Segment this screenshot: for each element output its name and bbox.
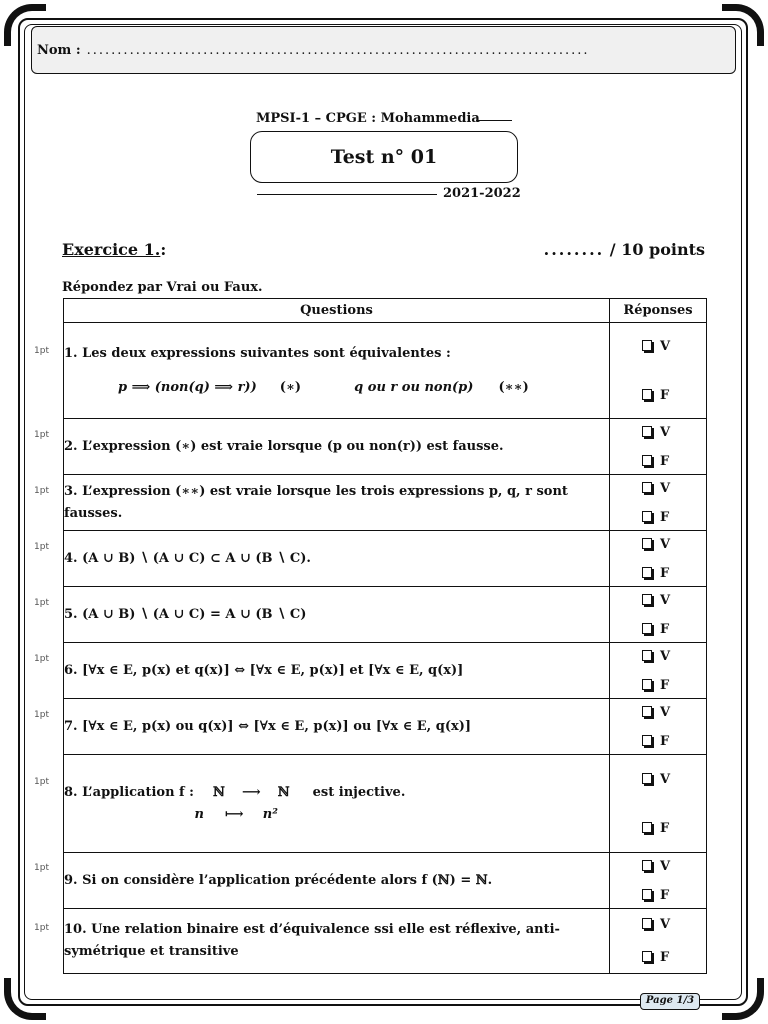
table-row <box>64 699 707 755</box>
checkbox-icon[interactable] <box>642 918 652 929</box>
question-cell: 6. [∀x ∈ E, p(x) et q(x)] ⇔ [∀x ∈ E, p(x)] et [∀x ∈ E, q(x)] <box>64 643 610 699</box>
points-label: 1pt <box>34 346 49 356</box>
checkbox-icon[interactable] <box>642 455 652 466</box>
question-cell: 8. L’application f : ℕ ⟶ ℕ est injective. n ⟼ n² <box>64 755 610 853</box>
question-cell: 5. (A ∪ B) ∖ (A ∪ C) = A ∪ (B ∖ C) <box>64 587 610 643</box>
questions-header: Questions <box>64 299 610 323</box>
answer-cell <box>610 853 707 909</box>
points-label: 1pt <box>34 598 49 608</box>
answer-cell <box>610 475 707 531</box>
checkbox-icon[interactable] <box>642 623 652 634</box>
answers-header: Réponses <box>610 299 707 323</box>
answer-cell <box>610 755 707 853</box>
checkbox-icon[interactable] <box>642 679 652 690</box>
points-label: 1pt <box>34 863 49 873</box>
option-false[interactable]: F <box>610 678 706 693</box>
table-row <box>64 323 707 419</box>
checkbox-icon[interactable] <box>642 594 652 605</box>
option-false[interactable]: F <box>610 622 706 637</box>
points-label: 1pt <box>34 430 49 440</box>
option-false[interactable]: F <box>610 388 706 403</box>
answer-cell <box>610 909 707 974</box>
points-label: 1pt <box>34 542 49 552</box>
option-true[interactable]: V <box>610 481 706 496</box>
checkbox-icon[interactable] <box>642 951 652 962</box>
school-header: MPSI-1 – CPGE : Mohammedia <box>256 111 480 126</box>
answer-cell <box>610 531 707 587</box>
header-rule <box>257 194 437 195</box>
answer-cell <box>610 699 707 755</box>
corner-ornament <box>4 978 46 1020</box>
option-true[interactable]: V <box>610 859 706 874</box>
question-cell: 2. L’expression (∗) est vraie lorsque (p ou non(r)) est fausse. <box>64 419 610 475</box>
table-row <box>64 643 707 699</box>
table-row <box>64 755 707 853</box>
checkbox-icon[interactable] <box>642 735 652 746</box>
checkbox-icon[interactable] <box>642 567 652 578</box>
exercise-points: ........ / 10 points <box>543 240 705 259</box>
table-row <box>64 475 707 531</box>
formula-line: p ⟹ (non(q) ⟹ r)) (∗) q ou r ou non(p) (∗∗) <box>118 379 529 395</box>
checkbox-icon[interactable] <box>642 860 652 871</box>
points-label: 1pt <box>34 923 49 933</box>
question-cell: 9. Si on considère l’application précédente alors f (ℕ) = ℕ. <box>64 853 610 909</box>
quiz-table <box>63 298 707 974</box>
table-header-row <box>64 299 707 323</box>
points-label: 1pt <box>34 486 49 496</box>
option-true[interactable]: V <box>610 339 706 354</box>
name-dots: .................................................................................. <box>86 42 590 58</box>
question-text: 8. L’application f : <box>64 784 194 800</box>
checkbox-icon[interactable] <box>642 511 652 522</box>
table-row <box>64 587 707 643</box>
option-false[interactable]: F <box>610 888 706 903</box>
option-true[interactable]: V <box>610 425 706 440</box>
checkbox-icon[interactable] <box>642 538 652 549</box>
table-row <box>64 531 707 587</box>
checkbox-icon[interactable] <box>642 822 652 833</box>
name-field[interactable] <box>31 26 736 74</box>
answer-cell <box>610 643 707 699</box>
question-cell: 7. [∀x ∈ E, p(x) ou q(x)] ⇔ [∀x ∈ E, p(x)] ou [∀x ∈ E, q(x)] <box>64 699 610 755</box>
page-number-badge: Page 1/3 <box>640 993 700 1010</box>
exercise-title: Exercice 1.: <box>62 240 167 259</box>
header-rule <box>476 120 512 121</box>
checkbox-icon[interactable] <box>642 340 652 351</box>
option-false[interactable]: F <box>610 821 706 836</box>
test-title: Test n° 01 <box>250 131 518 183</box>
school-year: 2021-2022 <box>443 186 521 201</box>
instruction: Répondez par Vrai ou Faux. <box>62 280 263 295</box>
option-true[interactable]: V <box>610 772 706 787</box>
answer-cell <box>610 419 707 475</box>
table-row <box>64 909 707 974</box>
option-false[interactable]: F <box>610 734 706 749</box>
option-false[interactable]: F <box>610 950 706 965</box>
question-cell: 3. L’expression (∗∗) est vraie lorsque les trois expressions p, q, r sont fausses. <box>64 475 610 531</box>
table-row <box>64 853 707 909</box>
option-true[interactable]: V <box>610 917 706 932</box>
option-true[interactable]: V <box>610 649 706 664</box>
option-false[interactable]: F <box>610 510 706 525</box>
points-label: 1pt <box>34 710 49 720</box>
checkbox-icon[interactable] <box>642 650 652 661</box>
table-row <box>64 419 707 475</box>
name-label: Nom : <box>37 42 81 58</box>
checkbox-icon[interactable] <box>642 706 652 717</box>
option-true[interactable]: V <box>610 593 706 608</box>
checkbox-icon[interactable] <box>642 389 652 400</box>
question-cell: 4. (A ∪ B) ∖ (A ∪ C) ⊂ A ∪ (B ∖ C). <box>64 531 610 587</box>
option-true[interactable]: V <box>610 537 706 552</box>
points-label: 1pt <box>34 777 49 787</box>
answer-cell <box>610 587 707 643</box>
checkbox-icon[interactable] <box>642 889 652 900</box>
checkbox-icon[interactable] <box>642 426 652 437</box>
answer-cell <box>610 323 707 419</box>
option-true[interactable]: V <box>610 705 706 720</box>
question-cell: 10. Une relation binaire est d’équivalence ssi elle est réflexive, anti-symétrique et transitive <box>64 909 610 974</box>
points-label: 1pt <box>34 654 49 664</box>
option-false[interactable]: F <box>610 566 706 581</box>
option-false[interactable]: F <box>610 454 706 469</box>
checkbox-icon[interactable] <box>642 482 652 493</box>
question-cell <box>64 323 610 419</box>
corner-ornament <box>722 978 764 1020</box>
checkbox-icon[interactable] <box>642 773 652 784</box>
question-text: 1. Les deux expressions suivantes sont équivalentes : <box>64 345 451 361</box>
